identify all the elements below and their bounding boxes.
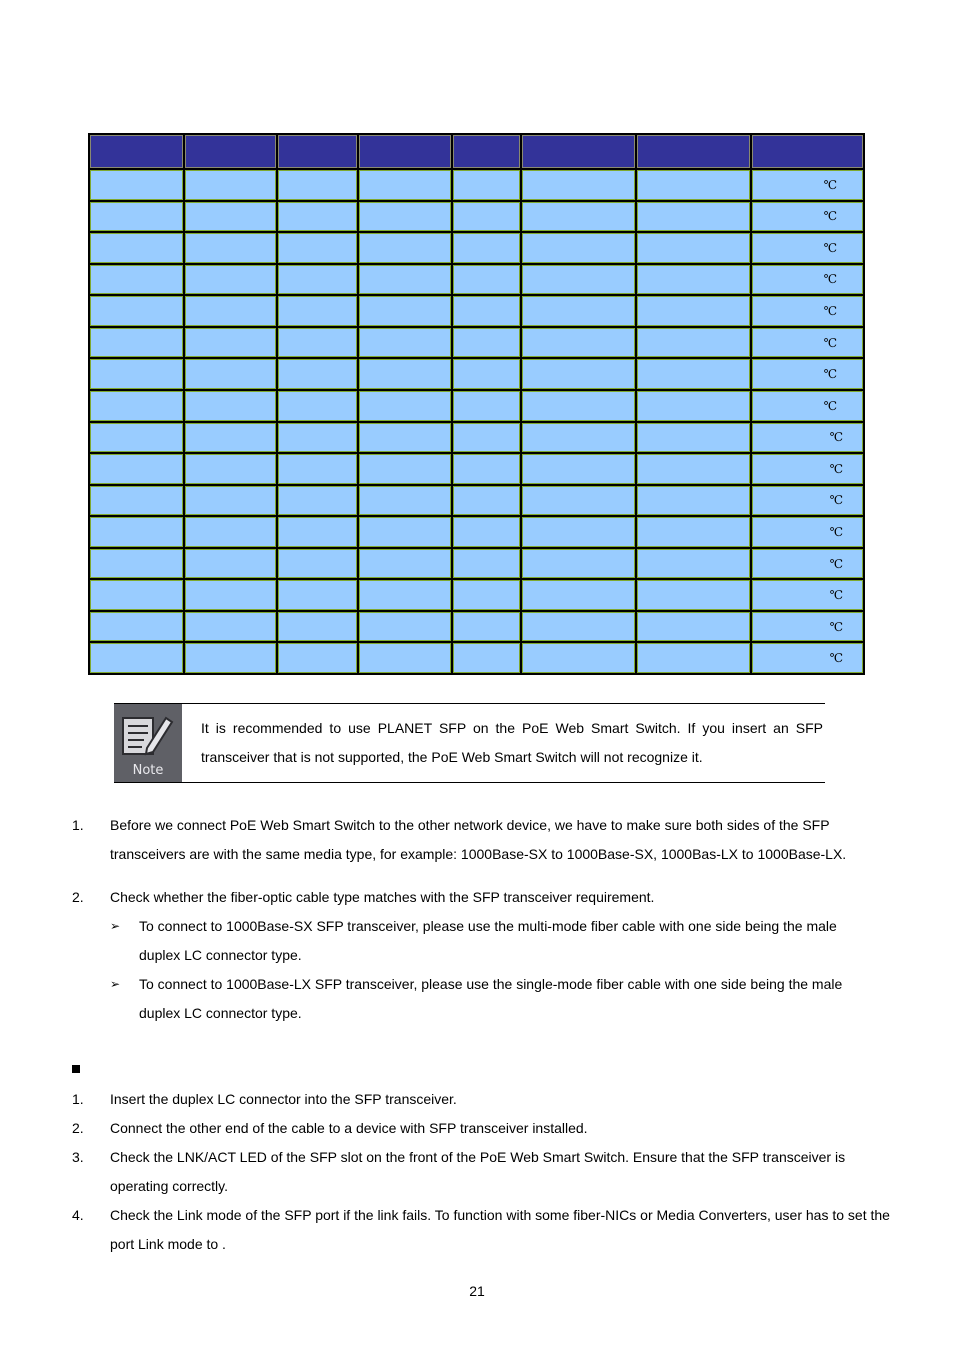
table-cell [359,549,451,579]
table-cell [90,296,183,326]
table-row [90,296,863,326]
table-cell [185,296,277,326]
table-cell [637,170,750,200]
table-cell [278,202,357,232]
list-item-number: 1. [72,817,84,833]
table-cell [637,202,750,232]
table-cell [185,423,277,453]
table-cell [359,517,451,547]
table-cell [185,265,277,295]
table-cell [359,202,451,232]
table-header-cell [359,135,451,168]
table-header-cell [522,135,635,168]
table-cell [453,233,521,263]
table-cell [522,486,635,516]
page-number: 21 [469,1283,485,1299]
table-cell [522,265,635,295]
list-item-text: Check whether the fiber-optic cable type matches with the SFP transceiver requirement. [110,889,655,905]
table-cell [278,391,357,421]
table-header-cell [637,135,750,168]
temperature-cell: ℃ [752,328,863,358]
table-cell [453,580,521,610]
table-cell [359,612,451,642]
note-text: It is recommended to use PLANET SFP on the PoE Web Smart Switch. If you insert an SFP transceiver that is not supported, the PoE Web Smart Switch will not recognize it. [201,720,823,765]
temperature-cell: ℃ [752,359,863,389]
table-header-cell [278,135,357,168]
table-header-cell [90,135,183,168]
sub-list-item [110,912,880,970]
table-cell [637,549,750,579]
table-cell [359,328,451,358]
table-cell [359,643,451,673]
list-item-text: Connect the other end of the cable to a device with SFP transceiver installed. [110,1120,588,1136]
table-row [90,423,863,453]
table-cell [522,580,635,610]
table-cell [637,580,750,610]
temperature-cell: ℃ [752,296,863,326]
table-row [90,202,863,232]
list-item-number: 4. [72,1207,84,1223]
table-cell [522,643,635,673]
temperature-cell: ℃ [752,391,863,421]
table-cell [453,328,521,358]
arrow-bullet-icon: ➢ [110,919,121,933]
table-cell [90,486,183,516]
table-cell [453,549,521,579]
table-cell [453,296,521,326]
table-cell [359,170,451,200]
list-item-number: 1. [72,1091,84,1107]
table-cell [359,580,451,610]
table-cell [453,454,521,484]
table-cell [90,612,183,642]
table-cell [278,517,357,547]
table-header-cell [185,135,277,168]
table-cell [637,265,750,295]
table-cell [453,170,521,200]
table-cell [90,643,183,673]
list-item [72,1143,892,1201]
table-cell [453,391,521,421]
table-cell [278,359,357,389]
table-cell [278,643,357,673]
table-cell [522,328,635,358]
table-cell [185,233,277,263]
table-cell [278,265,357,295]
table-cell [90,517,183,547]
temperature-cell: ℃ [752,202,863,232]
table-cell [453,265,521,295]
table-cell [637,233,750,263]
table-cell [90,265,183,295]
table-row [90,391,863,421]
table-cell [637,359,750,389]
table-cell [278,454,357,484]
table-cell [637,328,750,358]
table-cell [522,233,635,263]
table-cell [359,391,451,421]
list-item-number: 3. [72,1149,84,1165]
table-cell [453,643,521,673]
table-cell [185,359,277,389]
list-item [72,1201,892,1259]
table-row [90,612,863,642]
table-cell [453,359,521,389]
list-item [72,1085,892,1114]
table-cell [359,423,451,453]
table-cell [453,202,521,232]
table-cell [359,454,451,484]
list-item-number: 2. [72,889,84,905]
sub-list-item-text: To connect to 1000Base-LX SFP transceiver, please use the single-mode fiber cable with one side being the male duplex LC connector type. [139,976,843,1021]
table-cell [90,328,183,358]
arrow-bullet-icon: ➢ [110,977,121,991]
table-cell [637,612,750,642]
table-body [90,170,863,673]
table-row [90,454,863,484]
table-cell [359,486,451,516]
table-row [90,517,863,547]
table-cell [522,202,635,232]
table-cell [637,454,750,484]
table-cell [278,580,357,610]
table-cell [453,612,521,642]
temperature-cell: ℃ [752,423,863,453]
table-cell [522,612,635,642]
temperature-cell: ℃ [752,454,863,484]
table-cell [637,486,750,516]
sub-list-item-text: To connect to 1000Base-SX SFP transceiver, please use the multi-mode fiber cable with one side being the male duplex LC connector type. [139,918,837,963]
table-cell [185,580,277,610]
table-cell [522,391,635,421]
table-cell [90,423,183,453]
table-row [90,580,863,610]
table-row [90,486,863,516]
table-cell [637,517,750,547]
table-cell [637,296,750,326]
table-row [90,265,863,295]
table-cell [522,423,635,453]
table-cell [278,549,357,579]
table-cell [90,391,183,421]
table-cell [185,612,277,642]
list-item [72,1114,892,1143]
list-item-text: Check the LNK/ACT LED of the SFP slot on the front of the PoE Web Smart Switch. Ensure that the SFP transceiver is operating correctly. [110,1149,846,1194]
table-cell [637,391,750,421]
table-cell [453,423,521,453]
table-cell [453,486,521,516]
list-item-text: Check the Link mode of the SFP port if the link fails. To function with some fiber-NICs or Media Converters, user has to set the port Link mode to . [110,1207,890,1252]
table-header-cell [752,135,863,168]
sfp-module-table [88,133,865,675]
list-item-text: Insert the duplex LC connector into the SFP transceiver. [110,1091,457,1107]
table-cell [90,202,183,232]
table-header-row [90,135,863,168]
table-row [90,549,863,579]
square-bullet-icon [72,1065,80,1073]
note-icon-label: Note [132,763,164,778]
table-cell [90,170,183,200]
table-cell [637,643,750,673]
temperature-cell: ℃ [752,233,863,263]
table-cell [278,170,357,200]
table-cell [359,296,451,326]
table-row [90,328,863,358]
temperature-cell: ℃ [752,265,863,295]
table-cell [185,643,277,673]
table-row [90,233,863,263]
table-cell [637,423,750,453]
table-cell [185,549,277,579]
table-cell [453,517,521,547]
table-cell [522,359,635,389]
table-cell [278,486,357,516]
table-cell [90,359,183,389]
table-cell [90,549,183,579]
temperature-cell: ℃ [752,486,863,516]
table-cell [522,454,635,484]
temperature-cell: ℃ [752,580,863,610]
table-cell [522,549,635,579]
temperature-cell: ℃ [752,549,863,579]
table-cell [185,517,277,547]
table-cell [278,612,357,642]
list-item-text: Before we connect PoE Web Smart Switch to the other network device, we have to make sure both sides of the SFP transceivers are with the same media type, for example: 1000Base-SX to 1000Base-SX, 1000Bas-LX to 1000Base-LX. [110,817,847,862]
list-item [72,811,892,869]
table-cell [522,296,635,326]
list-item [72,883,892,912]
table-cell [278,233,357,263]
temperature-cell: ℃ [752,170,863,200]
table-row [90,359,863,389]
table-cell [278,328,357,358]
list-item-number: 2. [72,1120,84,1136]
table-cell [185,391,277,421]
table-header-cell [453,135,521,168]
table-cell [278,296,357,326]
note-icon [114,704,182,782]
table-cell [278,423,357,453]
temperature-cell: ℃ [752,612,863,642]
table-row [90,170,863,200]
table-row [90,643,863,673]
note-box [114,703,825,783]
sub-list-item [110,970,880,1028]
temperature-cell: ℃ [752,517,863,547]
table-cell [185,454,277,484]
table-cell [90,580,183,610]
table-cell [185,170,277,200]
table-cell [90,233,183,263]
table-cell [185,202,277,232]
table-cell [522,517,635,547]
table-cell [359,233,451,263]
temperature-cell: ℃ [752,643,863,673]
table-cell [185,486,277,516]
table-cell [359,359,451,389]
table-cell [522,170,635,200]
table-cell [90,454,183,484]
table-cell [185,328,277,358]
table-cell [359,265,451,295]
